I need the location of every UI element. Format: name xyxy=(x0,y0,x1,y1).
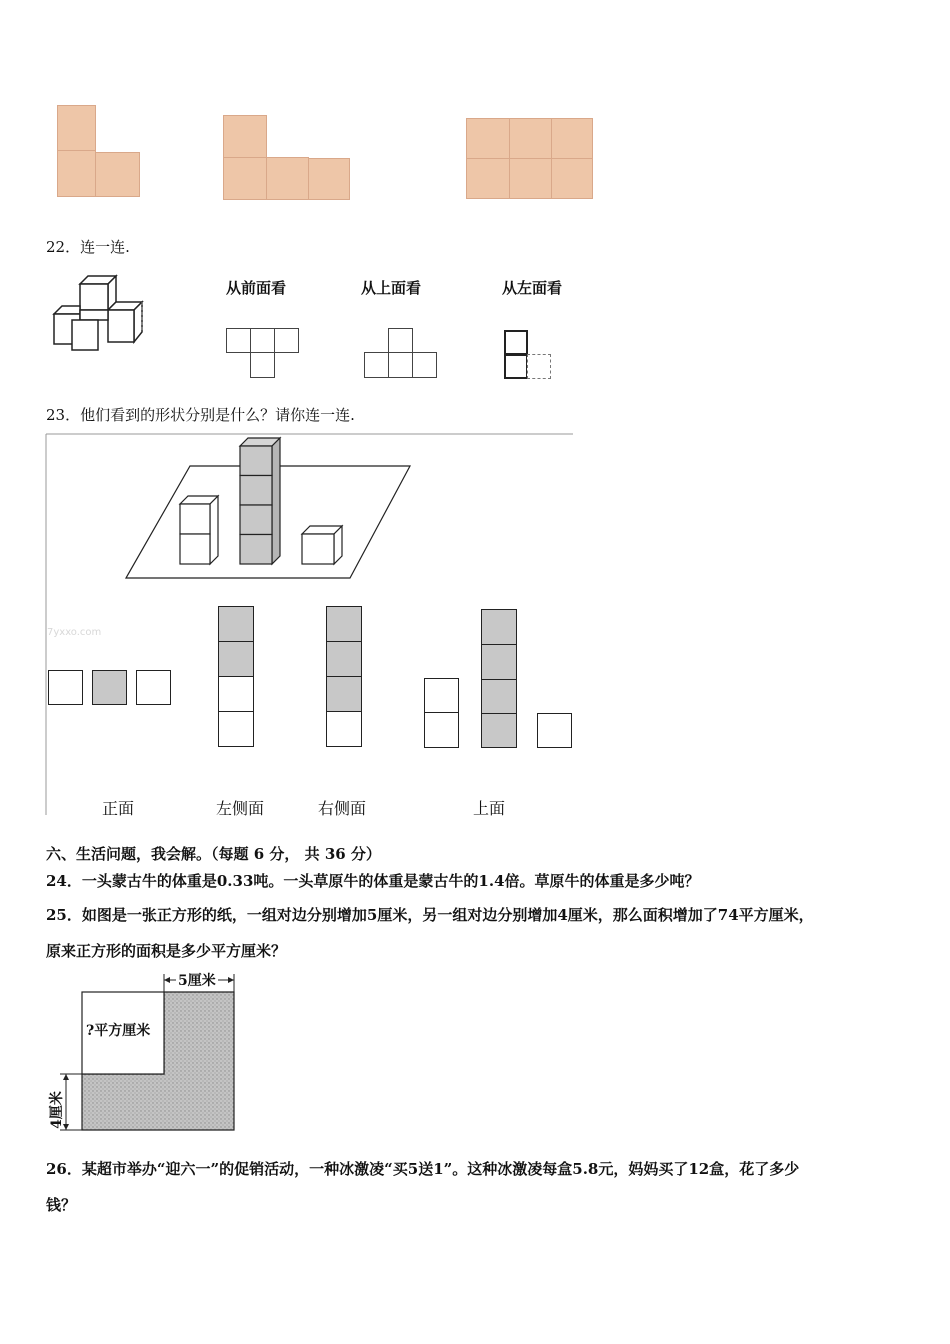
label-right-side: 右侧面 xyxy=(318,799,367,818)
question-24: 24．一头蒙古牛的体重是0.33吨。一头草原牛的体重是蒙古牛的1.4倍。草原牛的体重是多少吨？ xyxy=(46,872,700,890)
dimension-5cm: 5厘米 xyxy=(176,970,218,990)
dimension-4cm: 4厘米 xyxy=(49,1091,65,1129)
label-left-side: 左侧面 xyxy=(216,799,265,818)
table-with-cube-towers xyxy=(120,434,415,582)
square-expansion-diagram xyxy=(40,966,240,1136)
watermark: 7yxxo.com xyxy=(47,627,102,638)
question-23-title: 23．他们看到的形状分别是什么？请你连一连. xyxy=(46,406,355,424)
question-26-line-2: 钱？ xyxy=(46,1196,77,1214)
question-25-line-1: 25．如图是一张正方形的纸，一组对边分别增加5厘米，另一组对边分别增加4厘米，那么面积增加了74平方厘米， xyxy=(46,906,814,924)
section-6-heading: 六、生活问题，我会解。（每题 6 分， 共 36 分） xyxy=(46,845,381,863)
question-26-line-1: 26．某超市举办“迎六一”的促销活动，一种冰激凌“买5送1”。这种冰激凌每盒5.8元，妈妈买了12盒，花了多少 xyxy=(46,1160,800,1178)
cube-stack-drawing xyxy=(50,270,160,352)
square-area-label: ?平方厘米 xyxy=(86,1023,151,1039)
label-top-view: 从上面看 xyxy=(361,279,422,297)
question-25-line-2: 原来正方形的面积是多少平方厘米？ xyxy=(46,942,287,960)
label-front-view: 从前面看 xyxy=(226,279,287,297)
question-22-title: 22．连一连. xyxy=(46,238,130,256)
label-front: 正面 xyxy=(102,799,135,818)
label-left-view: 从左面看 xyxy=(502,279,563,297)
label-top: 上面 xyxy=(473,799,506,818)
